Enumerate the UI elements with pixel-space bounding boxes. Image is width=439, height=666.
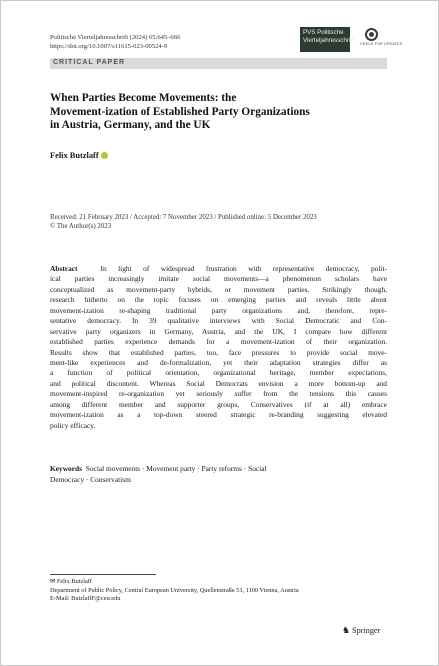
springer-horse-icon: ♞ — [342, 625, 351, 635]
abstract — [50, 264, 387, 431]
abstract-line: ment-like experiences and de-formalization, yet their adaptation strategies differ as — [50, 357, 387, 367]
check-for-updates-icon — [365, 28, 378, 41]
abstract-line: research hitherto on the topic focuses on emerging parties and reveals little about — [50, 295, 387, 305]
publisher-name: Springer — [352, 626, 381, 635]
section-label: CRITICAL PAPER — [53, 59, 126, 66]
abstract-heading: Abstract — [50, 264, 78, 273]
copyright-line: © The Author(s) 2023 — [50, 223, 112, 230]
corresponding-author: ✉ Felix Butzlaff — [50, 578, 92, 585]
abstract-line: Results show that established parties, too, face pressures to provide social move- — [50, 347, 387, 357]
logo-line: PVS Politische — [303, 29, 344, 36]
abstract-line: ical parties increasingly imitate social movements—a phenomenon scholars have — [50, 274, 387, 284]
title-line: When Parties Become Movements: the — [50, 92, 237, 104]
title-line: Movement-ization of Established Party Organizations — [50, 105, 310, 118]
journal-line: Politische Vierteljahresschrift (2024) 65:645–666 — [50, 34, 181, 41]
section-band — [50, 58, 387, 69]
journal-citation — [50, 33, 180, 51]
author-name[interactable]: Felix Butzlaff — [50, 151, 99, 160]
doi-link[interactable]: https://doi.org/10.1007/s11615-023-00524-9 — [50, 43, 168, 50]
affiliation: Department of Public Policy, Central European University, Quellenstraße 51, 1100 Vienna, Austria — [50, 586, 299, 594]
abstract-line: and political discontent. Whereas Social Democrats envision a more bottom-up and — [50, 378, 387, 388]
abstract-line: movement-ization as a top-down steered strategic re-branding suggesting elevated — [50, 410, 387, 420]
abstract-line: a function of political orientation, organizational heritage, member expectations, — [50, 368, 387, 378]
abstract-line: established parties experience demands for a movement-ization of their organization. — [50, 337, 387, 347]
abstract-text: In light of widespread frustration with representative democracy, polit- — [100, 264, 388, 273]
abstract-line: among different member and supporter groups, Conservatives (if at all) embrace — [50, 399, 387, 409]
footnote-divider — [50, 574, 156, 575]
keywords-text: Social movements · Movement party · Party reforms · Social — [85, 464, 267, 473]
orcid-icon[interactable] — [101, 152, 108, 159]
abstract-line — [50, 264, 387, 274]
keywords-heading: Keywords — [50, 464, 83, 473]
abstract-line: servative party organizers in Germany, Austria, and the UK, I compare how different — [50, 326, 387, 336]
keywords — [50, 464, 387, 485]
abstract-line: movement-inspired re-organization yet seriously suffer from the tensions this causes — [50, 389, 387, 399]
logo-line: Vierteljahresschrift — [303, 36, 354, 44]
check-for-updates-badge[interactable] — [360, 28, 403, 50]
keywords-text: Democracy · Conservatism — [50, 474, 131, 484]
check-for-updates-label: CHECK FOR UPDATES — [360, 42, 403, 46]
abstract-line: conceptualized as movement-party hybrids, or movement parties. Strikingly though, — [50, 284, 387, 294]
abstract-line: policy efficacy. — [50, 420, 96, 430]
journal-logo — [300, 27, 354, 52]
dates-line: Received: 21 February 2023 / Accepted: 7 November 2023 / Published online: 5 December 2023 — [50, 214, 317, 221]
article-title — [50, 92, 350, 133]
publication-dates — [50, 213, 317, 231]
email-link[interactable]: E-Mail: ButzlaffF@ceu.edu — [50, 595, 121, 603]
correspondence — [50, 578, 299, 604]
title-line: in Austria, Germany, and the UK — [50, 119, 211, 131]
abstract-line: sentative democracy. In 39 qualitative interviews with Social Democratic and Con- — [50, 316, 387, 326]
publisher-logo — [342, 625, 380, 636]
author-line — [50, 151, 108, 160]
abstract-line: movement-ization re-shaping traditional party organizations and, therefore, repre- — [50, 305, 387, 315]
